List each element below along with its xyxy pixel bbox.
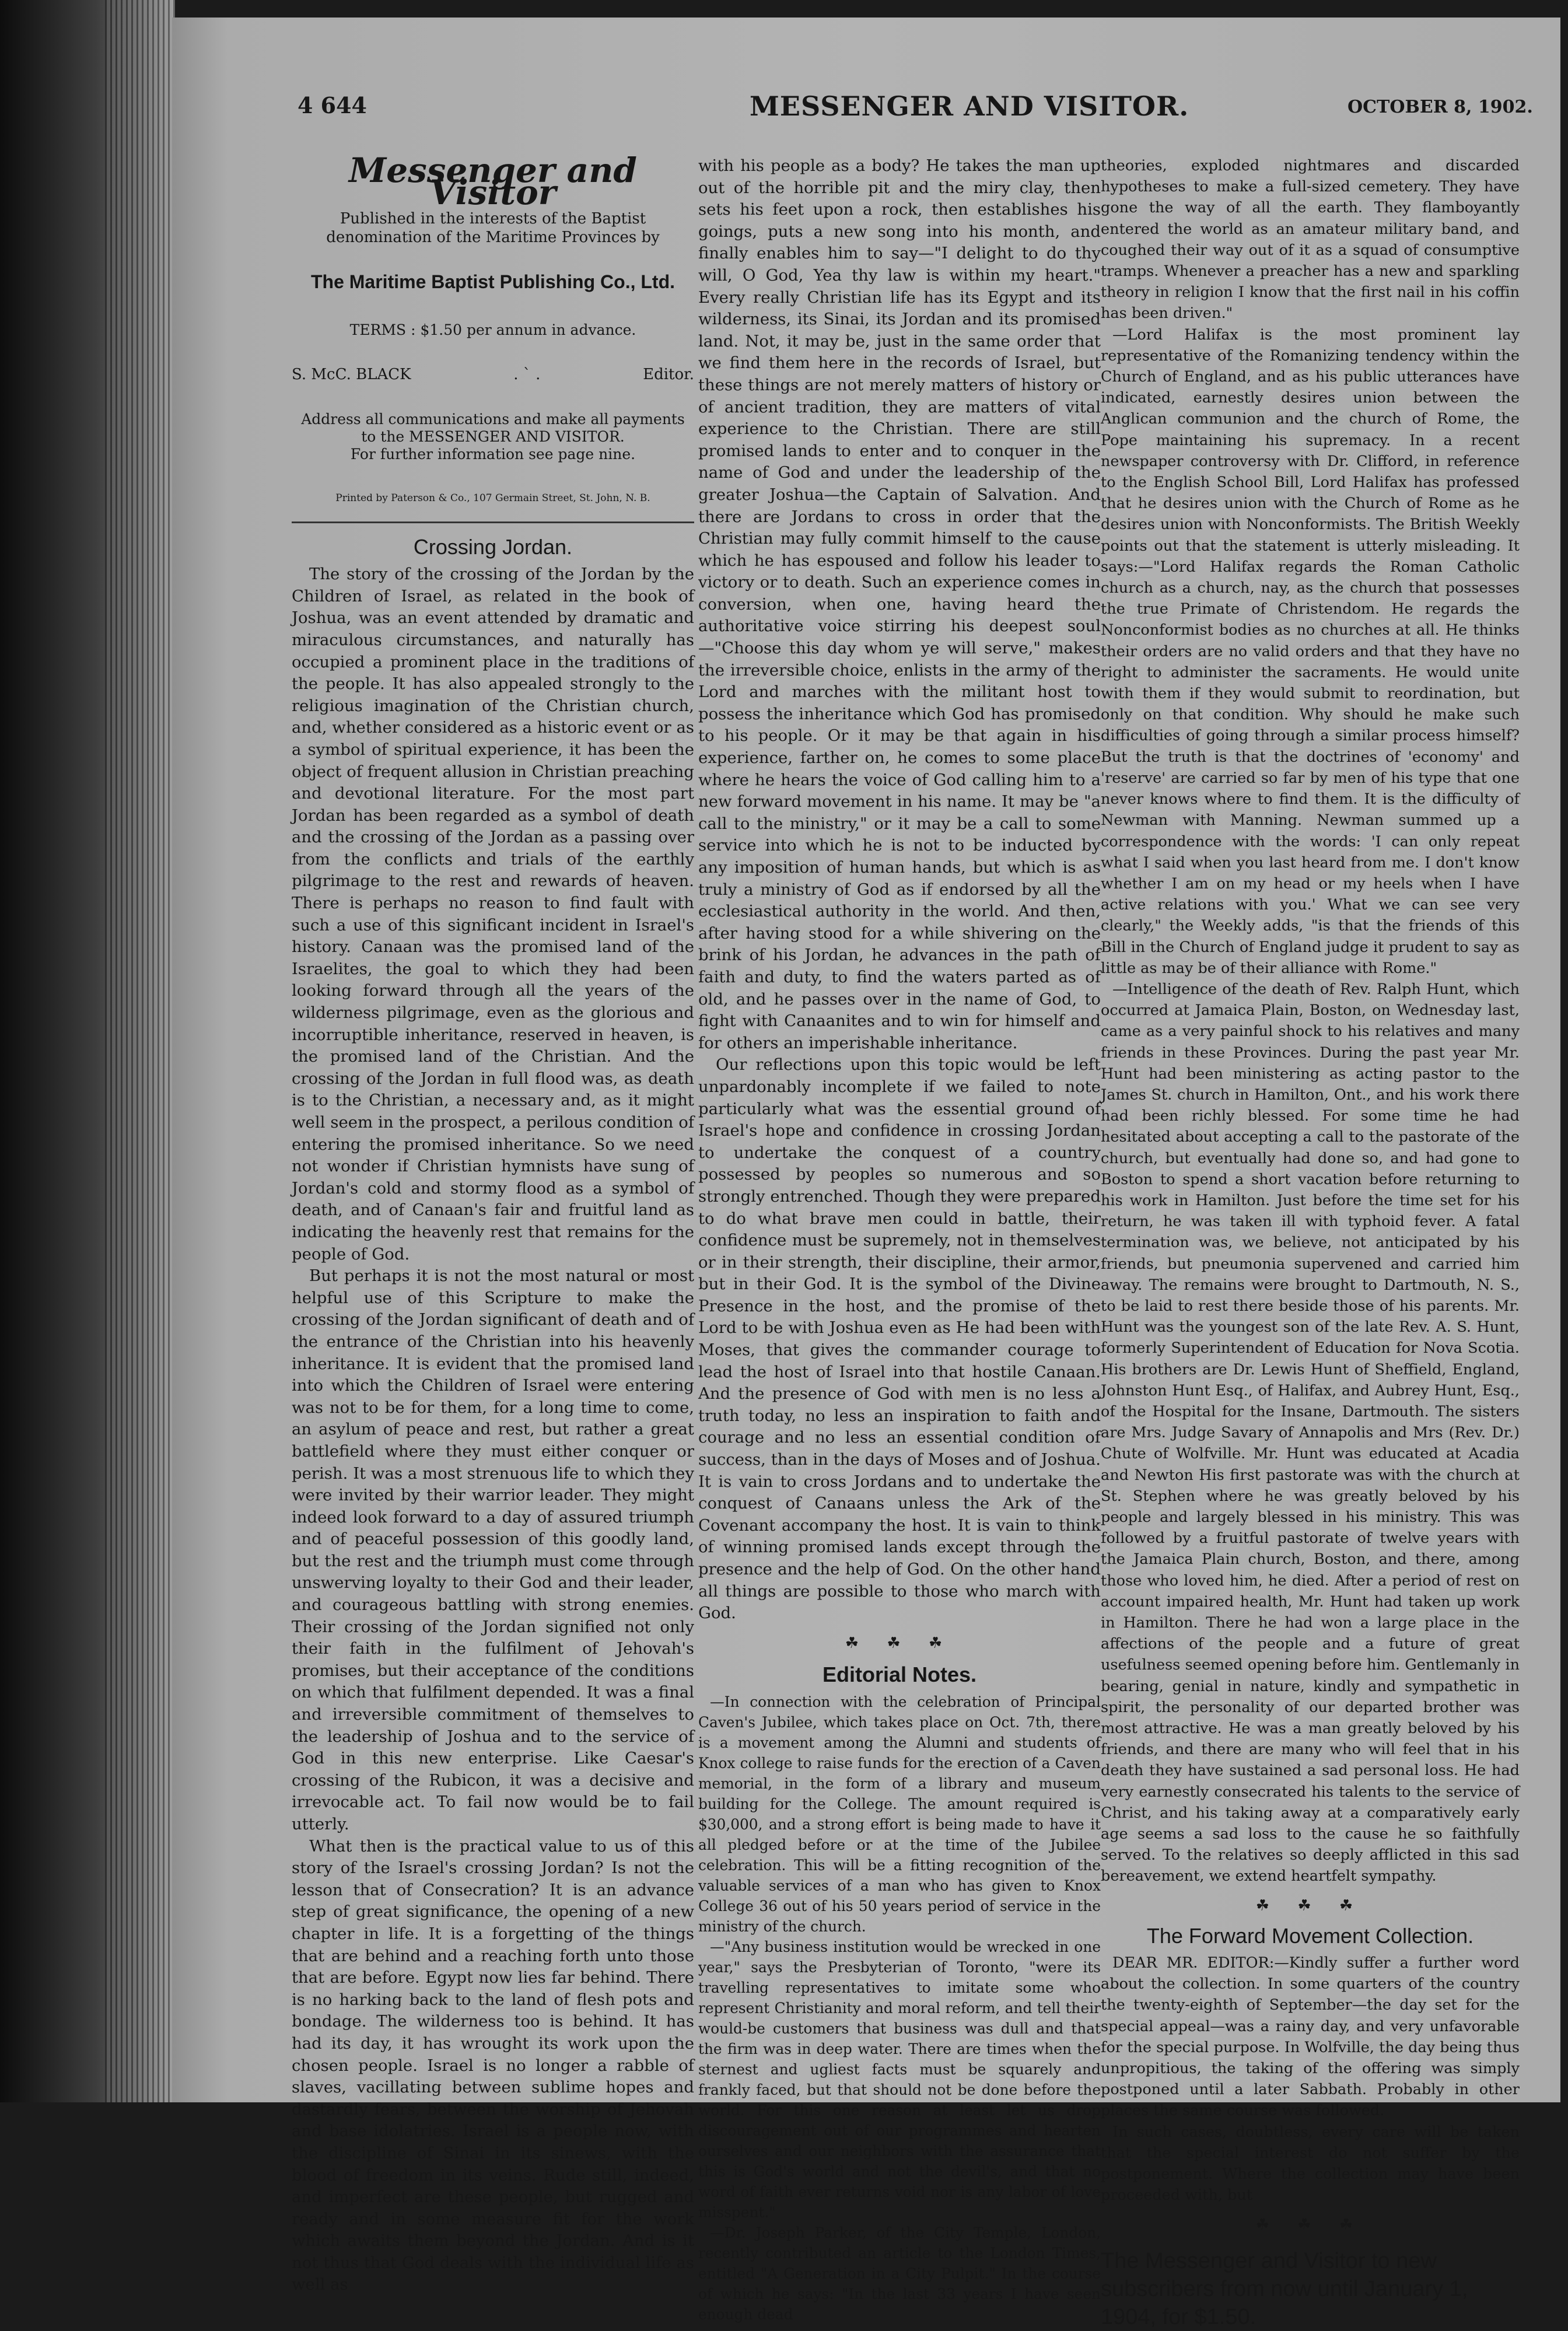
article-paragraph: Our reflections upon this topic would be left unpardonably incomplete if we failed to note particularly what was the essential ground of Israel's hope and confidence in crossing Jordan to undertake the conquest of a country possessed by peoples so numerous and so strongly entrenched. Though they were prepared to do what brave men could in battle, their confidence must be supremely, not in themselves or in their strength, their discipline, their armor, but in their God. It is the symbol of the Divine Presence in the host, and the promise of the Lord to be with Joshua even as He had been with Moses, that gives the commander courage to lead the host of Israel into that hostile Canaan. And the presence of God with men is no less a truth today, no less an inspiration to faith and courage and no less an essential condition of success, than in the days of Moses and of Joshua. It is vain to cross Jordans and to undertake the conquest of Canaans unless the Ark of the Covenant accompany the host. It is vain to think of winning promised lands except through the presence and the help of God. On the other hand all things are possible to those who march with God. [698,1055,1101,1623]
column-3 [1101,155,1520,2331]
note-paragraph: theories, exploded nightmares and discarded hypotheses to make a full-sized cemetery. They have gone the way of all the earth. They flamboyantly entered the world as an amateur military band, and coughed their way out of it as a squad of consumptive tramps. Whenever a preacher has a new and sparkling theory in religion I know that the first nail in his coffin has been driven." [1101,157,1520,323]
subscription-promo: The Messenger and Visitor to new subscribers from now until January 1, 1904, for $1.50. [1101,2248,1468,2329]
address-text: Address all communications and make all payments to the MESSENGER AND VISITOR. [301,410,685,445]
column-2 [698,155,1101,2325]
note-paragraph: —Dr. Joseph Parker, of the City Temple, London, recently contributed an article to the London Times, entitled "A Generation in a City Pulpit." In the course of which he says: "In the last 33 years I have seen enough dead [698,2224,1101,2323]
ornament: ☘ ☘ ☘ [845,1634,954,1652]
article-paragraph: The story of the crossing of the Jordan by the Children of Israel, as related in the book of Joshua, was an event attended by dramatic and miraculous circumstances, and naturally has occupied a prominent place in the traditions of the people. It has also appealed strongly to the religious imagination of the Christian church, and, whether considered as a historic event or as a symbol of spiritual experience, it has been the object of frequent allusion in Christian preaching and devotional literature. For the most part Jordan has been regarded as a symbol of death and the crossing of the Jordan as a passing over from the conflicts and trials of the earthly pilgrimage to the rest and rewards of heaven. There is perhaps no reason to find fault with such a use of this significant incident in Israel's history. Canaan was the promised land of the Israelites, the goal to which they had been looking forward through all the years of the wilderness pilgrimage, even as the glorious and incorruptible inheritance, reserved in heaven, is the promised land of the Christian. And the crossing of the Jordan in full flood was, as death is to the Christian, a necessary and, as it might well seem in the prospect, a perilous condition of entering the promised inheritance. So we need not wonder if Christian hymnists have sung of Jordan's cold and stormy flood as a symbol of death, and of Canaan's fair and fruitful land as indicating the heavenly rest that remains for the people of God. [292,565,694,1264]
divider [292,522,694,523]
note-paragraph: —Intelligence of the death of Rev. Ralph Hunt, which occurred at Jamaica Plain, Boston, on Wednesday last, came as a very painful shock to his relatives and many friends in these Provinces. During the past year Mr. Hunt had been ministering as acting pastor to the James St. church in Hamilton, Ont., and his work there had been richly blessed. For some time he had hesitated about accepting a call to the pastorate of the church, but eventually had done so, and had gone to Boston to spend a short vacation before returning to his work in Hamilton. Just before the time set for his return, he was taken ill with typhoid fever. A fatal termination was, we believe, not anticipated by his friends, but pneumonia supervened and carried him away. The remains were brought to Dartmouth, N. S., to be laid to rest there beside those of his parents. Mr. Hunt was the youngest son of the late Rev. A. S. Hunt, formerly Superintendent of Education for Nova Scotia. His brothers are Dr. Lewis Hunt of Sheffield, England, Johnston Hunt Esq., of Halifax, and Aubrey Hunt, Esq., of the Hospital for the Insane, Dartmouth. The sisters are Mrs. Judge Savary of Annapolis and Mrs (Rev. Dr.) Chute of Wolfville. Mr. Hunt was educated at Acadia and Newton His first pastorate was with the church at St. Stephen where he was greatly beloved by his people and largely blessed in his ministry. This was followed by a fruitful pastorate of twelve years with the Jamaica Plain church, Boston, and there, among those who loved him, he died. After a period of rest on account impaired health, Mr. Hunt had taken up work in Hamilton. There he had won a large place in the affections of the people and a future of great usefulness seemed opening before him. Gentlemanly in bearing, genial in nature, kindly and sympathetic in spirit, the personality of our departed brother was most attractive. He was a man greatly beloved by his friends, and there are many who will feel that in his death they have sustained a sad personal loss. He had very earnestly consecrated his talents to the service of Christ, and his taking away at a comparatively early age seems a sad loss to the cause he so faithfully served. To the relatives so deeply afflicted in this sad bereavement, we extend heartfelt sympathy. [1101,980,1520,1885]
editor-dots: . ` . [513,366,541,384]
newspaper-name: MESSENGER AND VISITOR. [750,90,1189,122]
column-1 [292,150,694,2296]
further-info: For further information see page nine. [350,445,636,463]
issue-date: OCTOBER 8, 1902. [1348,97,1533,117]
masthead-title: Messenger and Visitor [349,150,637,212]
note-paragraph: —In connection with the celebration of Principal Caven's Jubilee, which takes place on Oct. 7th, there is a movement among the Alumni and students of Knox college to raise funds for the erection of a Caven memorial, in the form of a library and museum building for the College. The amount required is $30,000, and a strong effort is being made to have it all pledged before or at the time of the Jubilee celebration. This will be a fitting recognition of the valuable services of a man who has given to Knox College 36 out of his 50 years period of service in the ministry of the church. [698,1693,1101,1935]
address-notice [292,411,694,463]
article-paragraph: But perhaps it is not the most natural or most helpful use of this Scripture to make the crossing of the Jordan significant of death and of the entrance of the Christian into his heavenly inheritance. It is evident that the promised land into which the Children of Israel were entering was not to be for them, for a long time to come, an asylum of peace and rest, but rather a great battlefield where they must either conquer or perish. It was a most strenuous life to which they were invited by their warrior leader. They might indeed look forward to a day of assured triumph and of peaceful possession of this goodly land, but the rest and the triumph must come through unswerving loyalty to their God and their leader, and courageous battling with strong enemies. Their crossing of the Jordan signified not only their faith in the fulfilment of Jehovah's promises, but their acceptance of the conditions on which that fulfilment depended. It was a final and irreversible commitment of themselves to the leadership of Joshua and to the service of God in this new enterprise. Like Caesar's crossing of the Rubicon, it was a decisive and irrevocable act. To fail now would be to fail utterly. [292,1266,694,1833]
subscription-terms: TERMS : $1.50 per annum in advance. [349,321,636,338]
editor-role: Editor. [643,366,694,384]
section-title: Editorial Notes. [822,1662,977,1687]
note-paragraph: —"Any business institution would be wrecked in one year," says the Presbyterian of Toronto, "were its travelling representatives to imitate some who represent Christianity and moral reform, and tell their would-be customers that business was dull and that the firm was in deep water. There are times when the sternest and ugliest facts must be squarely and frankly faced, but that should not be done before the world. For this one reason at least let us drop discouragement out of our programmes and hearten ourselves and our neighbors with the assurance that this is God's world and not the devil's, and that no word of faith ever returns void nor is any labor of love misspent." [698,1938,1101,2221]
editor-name: S. McC. BLACK [292,366,411,384]
ornament: ☘ ☘ ☘ [1255,2216,1365,2234]
letter-paragraph: In such cases, doubtless, every care will be taken that the special interest do not suffer by the postponement. Where the collection may have been proceeded with, but [1101,2123,1520,2204]
publisher-name: The Maritime Baptist Publishing Co., Ltd. [310,271,675,293]
page-number: 4 644 [298,92,367,118]
section-title: The Forward Movement Collection. [1146,1923,1474,1948]
letter-paragraph: DEAR MR. EDITOR:—Kindly suffer a further word about the collection. In some quarters of the country the twenty-eighth of September—the day set for the special appeal—was a rainy day, and very unfavorable for the special purpose. In Wolfville, the day being thus unpropitious, the taking of the offering was simply postponed until a later Sabbath. Probably in other places the same course was followed. [1101,1954,1520,2120]
editor-line [292,364,694,386]
newspaper-page [172,18,1560,2329]
article-paragraph: What then is the practical value to us of this story of the Israel's crossing Jordan? Is not the lesson that of Consecration? It is an advance step of great significance, the opening of a new chapter in life. It is a forgetting of the things that are behind and a reaching forth unto those that are before. Egypt now lies far behind. There is no harking back to the land of flesh pots and bondage. The wilderness too is behind. It has had its day, it has wrought its work upon the chosen people. Israel is no longer a rabble of slaves, vacillating between sublime hopes and dastardly fears, between the worship of Jehovah and base idolatries. Israel is a people now, with the discipline of Sinai in its sinews, with the blood of freedom in its veins. Rude still, indeed, and imperfect are these people, but rugged and ready and in some measure fit for the work which awaits them beyond the Jordan. And is it not thus that God deals with the individual life as well as [292,1836,694,2294]
masthead-subtitle: Published in the interests of the Baptist denomination of the Maritime Provinces by [326,210,660,247]
note-paragraph: —Lord Halifax is the most prominent lay representative of the Romanizing tendency within the Church of England, and as his public utterances have indicated, earnestly desires union between the Anglican communion and the church of Rome, the Pope maintaining his supremacy. In a recent newspaper controversy with Dr. Clifford, in reference to the English School Bill, Lord Halifax has professed that he desires union with the Church of Rome as he desires union with Nonconformists. The British Weekly points out that the statement is utterly misleading. It says:—"Lord Halifax regards the Roman Catholic church as a church, nay, as the church that possesses the true Primate of Christendom. He regards the Nonconformist bodies as no churches at all. He thinks their orders are no valid orders and that they have no right to administer the sacraments. He would unite with them if they would submit to reordination, but only on that condition. Why should he make such difficulties of going through a similar process himself? But the truth is that the doctrines of 'economy' and 'reserve' are carried so far by men of his type that one never knows where to find them. It is the difficulty of Newman with Manning. Newman summed up a correspondence with the words: 'I can only repeat what I said when you last heard from me. I don't know whether I am on my head or my heels when I have active relations with you.' What we can see very clearly," the Weekly adds, "is that the friends of this Bill in the Church of England judge it prudent to say as little as may be of their alliance with Rome." [1101,326,1520,977]
printer-credit: Printed by Paterson & Co., 107 Germain Street, St. John, N. B. [335,492,650,504]
ornament: ☘ ☘ ☘ [1255,1896,1365,1915]
article-paragraph: with his people as a body? He takes the man up out of the horrible pit and the miry clay, then sets his feet upon a rock, then establishes his goings, puts a new song into his month, and finally enables him to say—"I delight to do thy will, O God, Yea thy law is within my heart." Every really Christian life has its Egypt and its wilderness, its Sinai, its Jordan and its promised land. Not, it may be, just in the same order that we find them here in the records of Israel, but these things are not merely matters of history or of ancient tradition, they are matters of vital experience to the Christian. There are still promised lands to enter and to conquer in the name of God and under the leadership of the greater Joshua—the Captain of Salvation. And there are Jordans to cross in order that the Christian may fully commit himself to the cause which he has espoused and follow his leader to victory or to death. Such an experience comes in conversion, when one, having heard the authoritative voice stirring his deepest soul—"Choose this day whom ye will serve," makes the irreversible choice, enlists in the army of the Lord and marches with the militant host to possess the inheritance which God has promised to his people. Or it may be that again in his experience, farther on, he comes to some place where he hears the voice of God calling him to a new forward movement in his name. It may be "a call to the ministry," or it may be a call to some service into which he is not to be inducted by any imposition of human hands, but which is as truly a ministry of God as if endorsed by all the ecclesiastical authority in the world. And then, after having stood for a while shivering on the brink of his Jordan, he advances in the path of faith and duty, to find the waters parted as of old, and he passes over in the name of God, to fight with Canaanites and to win for himself and for others an imperishable inheritance. [698,156,1101,1052]
article-title: Crossing Jordan. [413,534,573,559]
editorial-notes [698,1692,1101,2325]
page-edges [105,0,175,2102]
